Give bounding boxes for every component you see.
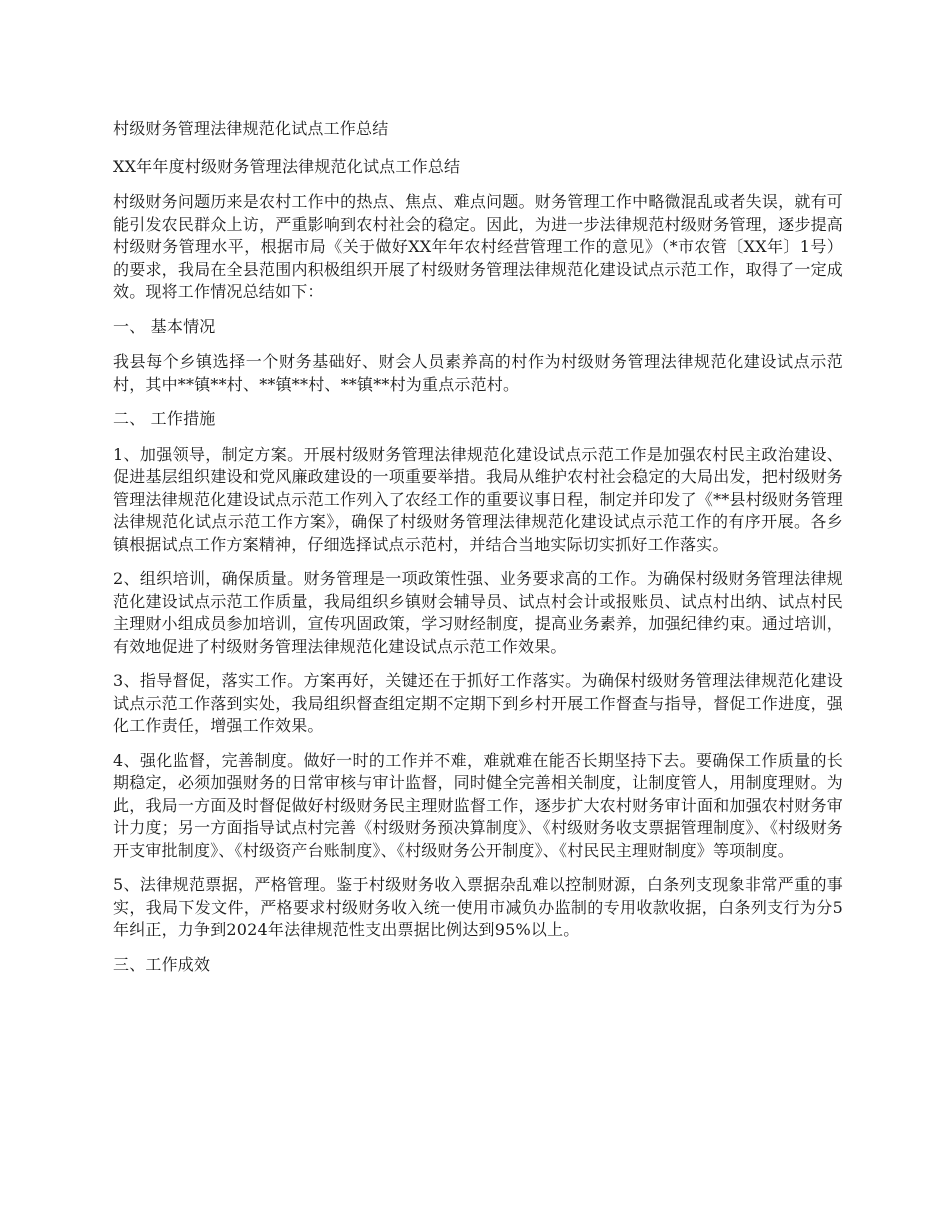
section-heading-work-results: 三、工作成效: [113, 954, 211, 974]
document-subtitle: XX年年度村级财务管理法律规范化试点工作总结: [113, 156, 461, 176]
measure-paragraph-4: 4、强化监督，完善制度。做好一时的工作并不难，难就难在能否长期坚持下去。要确保工作质量的长期稳定，必须加强财务的日常审核与审计监督，同时健全完善相关制度，让制度管人，用制度理财。为此，我局一方面及时督促做好村级财务民主理财监督工作，逐步扩大农村财务审计面和加强农村财务审计力度；另一方面指导试点村完善《村级财务预决算制度》、《村级财务收支票据管理制度》、《村级财务开支审批制度》、《村级资产台账制度》、《村级财务公开制度》、《村民民主理财制度》等项制度。: [113, 750, 843, 860]
intro-paragraph: 村级财务问题历来是农村工作中的热点、焦点、难点问题。财务管理工作中略微混乱或者失误，就有可能引发农民群众上访，严重影响到农村社会的稳定。因此，为进一步法律规范村级财务管理，逐步提高村级财务管理水平，根据市局《关于做好XX年年农村经营管理工作的意见》（*市农管〔XX年〕1号）的要求，我局在全县范围内积极组织开展了村级财务管理法律规范化建设试点示范工作，取得了一定成效。现将工作情况总结如下：: [113, 192, 843, 301]
section-heading-basic-situation: 一、 基本情况: [113, 316, 216, 336]
measure-paragraph-2: 2、组织培训，确保质量。财务管理是一项政策性强、业务要求高的工作。为确保村级财务管理法律规范化建设试点示范工作质量，我局组织乡镇财会辅导员、试点村会计或报账员、试点村出纳、试点村民主理财小组成员参加培训，宣传巩固政策，学习财经制度，提高业务素养，加强纪律约束。通过培训，有效地促进了村级财务管理法律规范化建设试点示范工作效果。: [113, 569, 843, 656]
measure-paragraph-1: 1、加强领导，制定方案。开展村级财务管理法律规范化建设试点示范工作是加强农村民主政治建设、促进基层组织建设和党风廉政建设的一项重要举措。我局从维护农村社会稳定的大局出发，把村级财务管理法律规范化建设试点示范工作列入了农经工作的重要议事日程，制定并印发了《**县村级财务管理法律规范化试点示范工作方案》，确保了村级财务管理法律规范化建设试点示范工作的有序开展。各乡镇根据试点工作方案精神，仔细选择试点示范村，并结合当地实际切实抓好工作落实。: [113, 444, 843, 554]
measure-paragraph-3: 3、指导督促，落实工作。方案再好，关键还在于抓好工作落实。为确保村级财务管理法律规范化建设试点示范工作落到实处，我局组织督查组定期不定期下到乡村开展工作督查与指导，督促工作进度，强化工作责任，增强工作效果。: [113, 671, 843, 735]
document-title: 村级财务管理法律规范化试点工作总结: [113, 119, 389, 138]
section-heading-work-measures: 二、 工作措施: [113, 409, 216, 428]
document-page: [113, 118, 843, 989]
measure-paragraph-5: 5、法律规范票据，严格管理。鉴于村级财务收入票据杂乱难以控制财源，白条列支现象非常严重的事实，我局下发文件，严格要求村级财务收入统一使用市减负办监制的专用收款收据，白条列支行为分5年纠正，力争到2024年法律规范性支出票据比例达到95%以上。: [113, 875, 843, 939]
basic-situation-paragraph: 我县每个乡镇选择一个财务基础好、财会人员素养高的村作为村级财务管理法律规范化建设试点示范村，其中**镇**村、**镇**村、**镇**村为重点示范村。: [113, 352, 843, 394]
